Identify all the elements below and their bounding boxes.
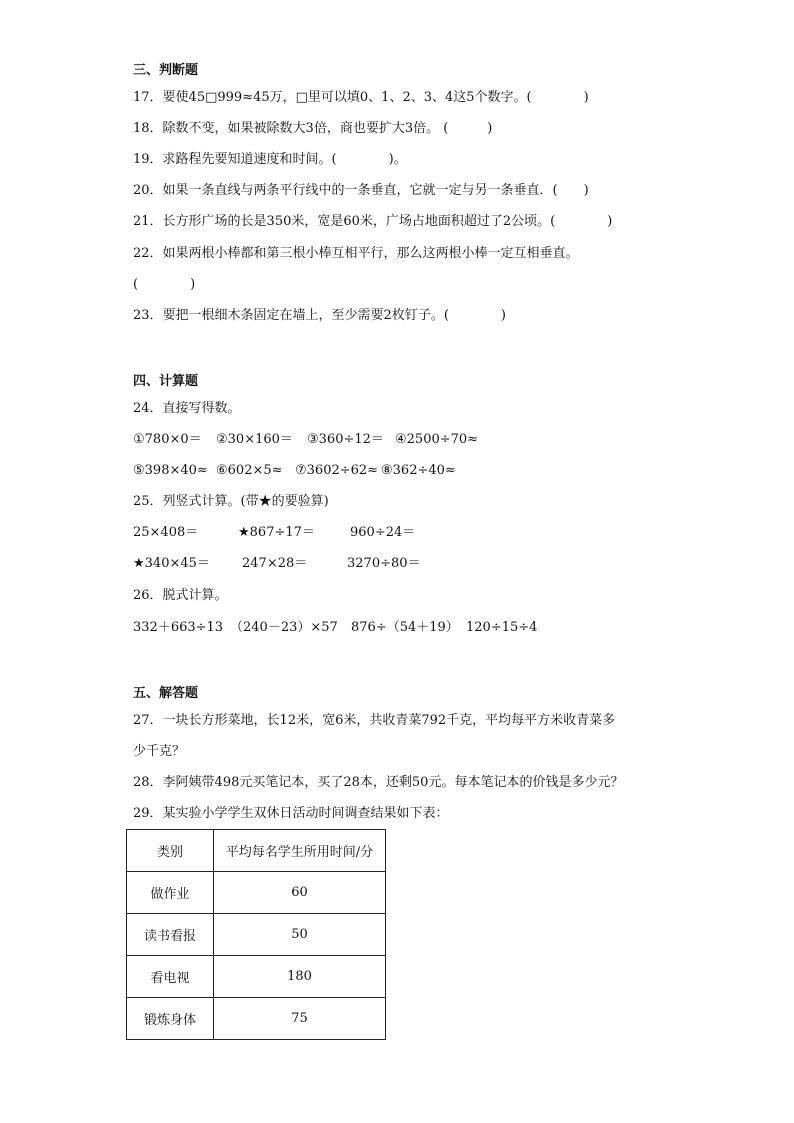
q25-item-2: ★867÷17＝ bbox=[238, 525, 315, 540]
q24-item-4: ④2500÷70≈ bbox=[395, 432, 479, 447]
q24-item-3: ③360÷12＝ bbox=[307, 432, 384, 447]
table-row bbox=[127, 914, 386, 956]
question-20: 20．如果一条直线与两条平行线中的一条垂直，它就一定与另一条垂直．( ) bbox=[133, 183, 589, 198]
q25-item-5: 247×28＝ bbox=[242, 556, 308, 571]
q26-item-2: （240－23）×57 bbox=[230, 620, 338, 635]
q24-item-6: ⑥602×5≈ bbox=[216, 463, 283, 478]
q25-item-3: 960÷24＝ bbox=[350, 525, 416, 540]
q25-item-1: 25×408＝ bbox=[133, 525, 199, 540]
q25-item-4: ★340×45＝ bbox=[133, 556, 210, 571]
activity-time-table bbox=[126, 829, 386, 1040]
table-cell-category: 读书看报 bbox=[127, 914, 214, 956]
section-heading-answer: 五、解答题 bbox=[133, 686, 199, 701]
question-21: 21．长方形广场的长是350米，宽是60米，广场占地面积超过了2公顷。( ) bbox=[133, 214, 613, 229]
table-cell-time: 75 bbox=[214, 998, 386, 1040]
question-19: 19．求路程先要知道速度和时间。( )。 bbox=[133, 152, 407, 167]
question-23: 23．要把一根细木条固定在墙上，至少需要2枚钉子。( ) bbox=[133, 308, 506, 323]
question-18: 18．除数不变，如果被除数大3倍，商也要扩大3倍。 ( ) bbox=[133, 121, 493, 136]
question-26: 26．脱式计算。 bbox=[133, 588, 228, 603]
question-17: 17．要使45□999≈45万，□里可以填0、1、2、3、4这5个数字。( ) bbox=[133, 90, 589, 105]
table-header-row bbox=[127, 830, 386, 872]
table-header-category: 类别 bbox=[127, 830, 214, 872]
question-28: 28．李阿姨带498元买笔记本，买了28本，还剩50元。每本笔记本的价钱是多少元？ bbox=[133, 775, 624, 790]
question-29: 29．某实验小学学生双休日活动时间调查结果如下表： bbox=[133, 806, 449, 821]
question-22: 22．如果两根小棒都和第三根小棒互相平行，那么这两根小棒一定互相垂直。 bbox=[133, 246, 579, 261]
table-cell-category: 锻炼身体 bbox=[127, 998, 214, 1040]
table-row bbox=[127, 956, 386, 998]
q24-item-1: ①780×0＝ bbox=[133, 432, 202, 447]
q25-row-2 bbox=[133, 555, 733, 573]
table-row bbox=[127, 872, 386, 914]
question-27-line-1: 27．一块长方形菜地，长12米，宽6米，共收青菜792千克，平均每平方米收青菜多 bbox=[133, 713, 616, 728]
q24-item-8: ⑧362÷40≈ bbox=[381, 463, 456, 478]
q26-item-3: 876÷（54＋19） bbox=[351, 620, 459, 635]
question-25: 25．列竖式计算。(带★的要验算) bbox=[133, 494, 329, 509]
q25-item-6: 3270÷80＝ bbox=[347, 556, 421, 571]
question-24: 24．直接写得数。 bbox=[133, 401, 241, 416]
table-cell-time: 180 bbox=[214, 956, 386, 998]
table-cell-category: 看电视 bbox=[127, 956, 214, 998]
q24-row-2 bbox=[133, 462, 733, 480]
table-cell-category: 做作业 bbox=[127, 872, 214, 914]
q26-row bbox=[133, 619, 733, 637]
table-cell-time: 50 bbox=[214, 914, 386, 956]
q24-item-2: ②30×160＝ bbox=[216, 432, 293, 447]
q24-item-5: ⑤398×40≈ bbox=[133, 463, 208, 478]
q25-row-1 bbox=[133, 524, 733, 542]
q24-item-7: ⑦3602÷62≈ bbox=[295, 463, 379, 478]
table-cell-time: 60 bbox=[214, 872, 386, 914]
q24-row-1 bbox=[133, 431, 733, 449]
q26-item-4: 120÷15÷4 bbox=[466, 620, 538, 635]
table-header-time: 平均每名学生所用时间/分 bbox=[214, 830, 386, 872]
table-row bbox=[127, 998, 386, 1040]
section-heading-judge: 三、判断题 bbox=[133, 63, 199, 78]
question-27-line-2: 少千克？ bbox=[133, 744, 186, 759]
section-heading-calc: 四、计算题 bbox=[133, 374, 199, 389]
question-22-answer-blank: ( ) bbox=[133, 277, 196, 292]
q26-item-1: 332＋663÷13 bbox=[133, 620, 224, 635]
